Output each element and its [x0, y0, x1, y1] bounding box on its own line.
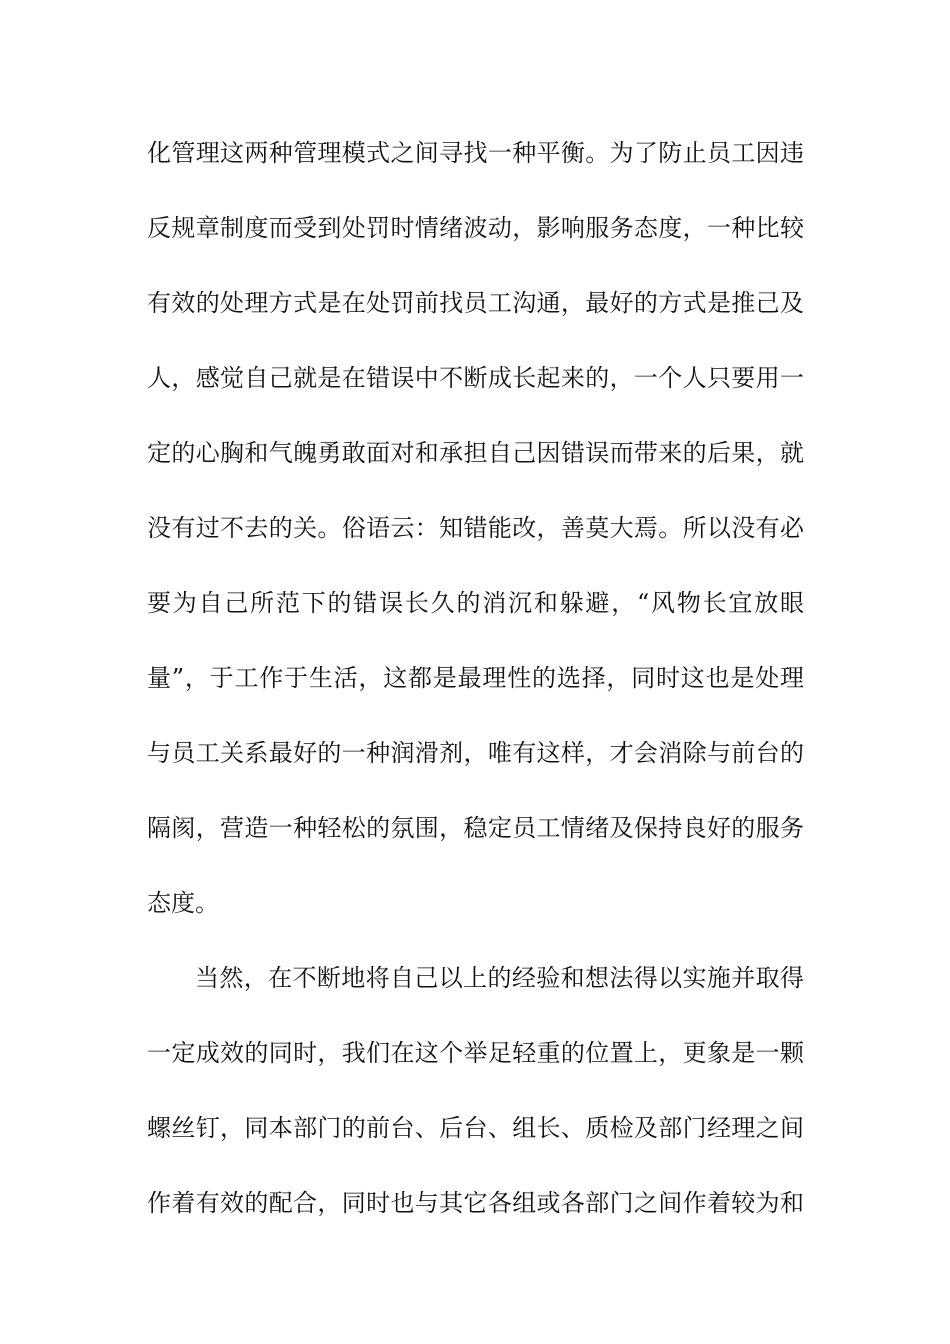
text-line: 定的心胸和气魄勇敢面对和承担自己因错误而带来的后果，就 [147, 439, 804, 467]
text-line: 人，感觉自己就是在错误中不断成长起来的，一个人只要用一 [147, 364, 804, 392]
text-line: 量”，于工作于生活，这都是最理性的选择，同时这也是处理 [147, 664, 804, 692]
paragraph-1 [147, 128, 817, 953]
text-line: 作着有效的配合，同时也与其它各组或各部门之间作着较为和 [147, 1189, 804, 1217]
text-line: 有效的处理方式是在处罚前找员工沟通，最好的方式是推己及 [147, 289, 804, 317]
text-line: 要为自己所范下的错误长久的消沉和躲避，“风物长宜放眼 [147, 589, 804, 617]
text-line: 没有过不去的关。俗语云：知错能改，善莫大焉。所以没有必 [147, 514, 804, 542]
text-line: 隔阂，营造一种轻松的氛围，稳定员工情绪及保持良好的服务 [147, 814, 804, 842]
text-line: 当然，在不断地将自己以上的经验和想法得以实施并取得 [195, 964, 804, 992]
body-text [147, 128, 817, 1253]
text-line: 与员工关系最好的一种润滑剂，唯有这样，才会消除与前台的 [147, 739, 804, 767]
paragraph-2 [147, 953, 817, 1253]
text-line: 螺丝钉，同本部门的前台、后台、组长、质检及部门经理之间 [147, 1114, 804, 1142]
text-line: 一定成效的同时，我们在这个举足轻重的位置上，更象是一颗 [147, 1039, 804, 1067]
text-line: 反规章制度而受到处罚时情绪波动，影响服务态度，一种比较 [147, 214, 804, 242]
text-line: 化管理这两种管理模式之间寻找一种平衡。为了防止员工因违 [147, 139, 804, 167]
text-line: 态度。 [147, 889, 219, 917]
